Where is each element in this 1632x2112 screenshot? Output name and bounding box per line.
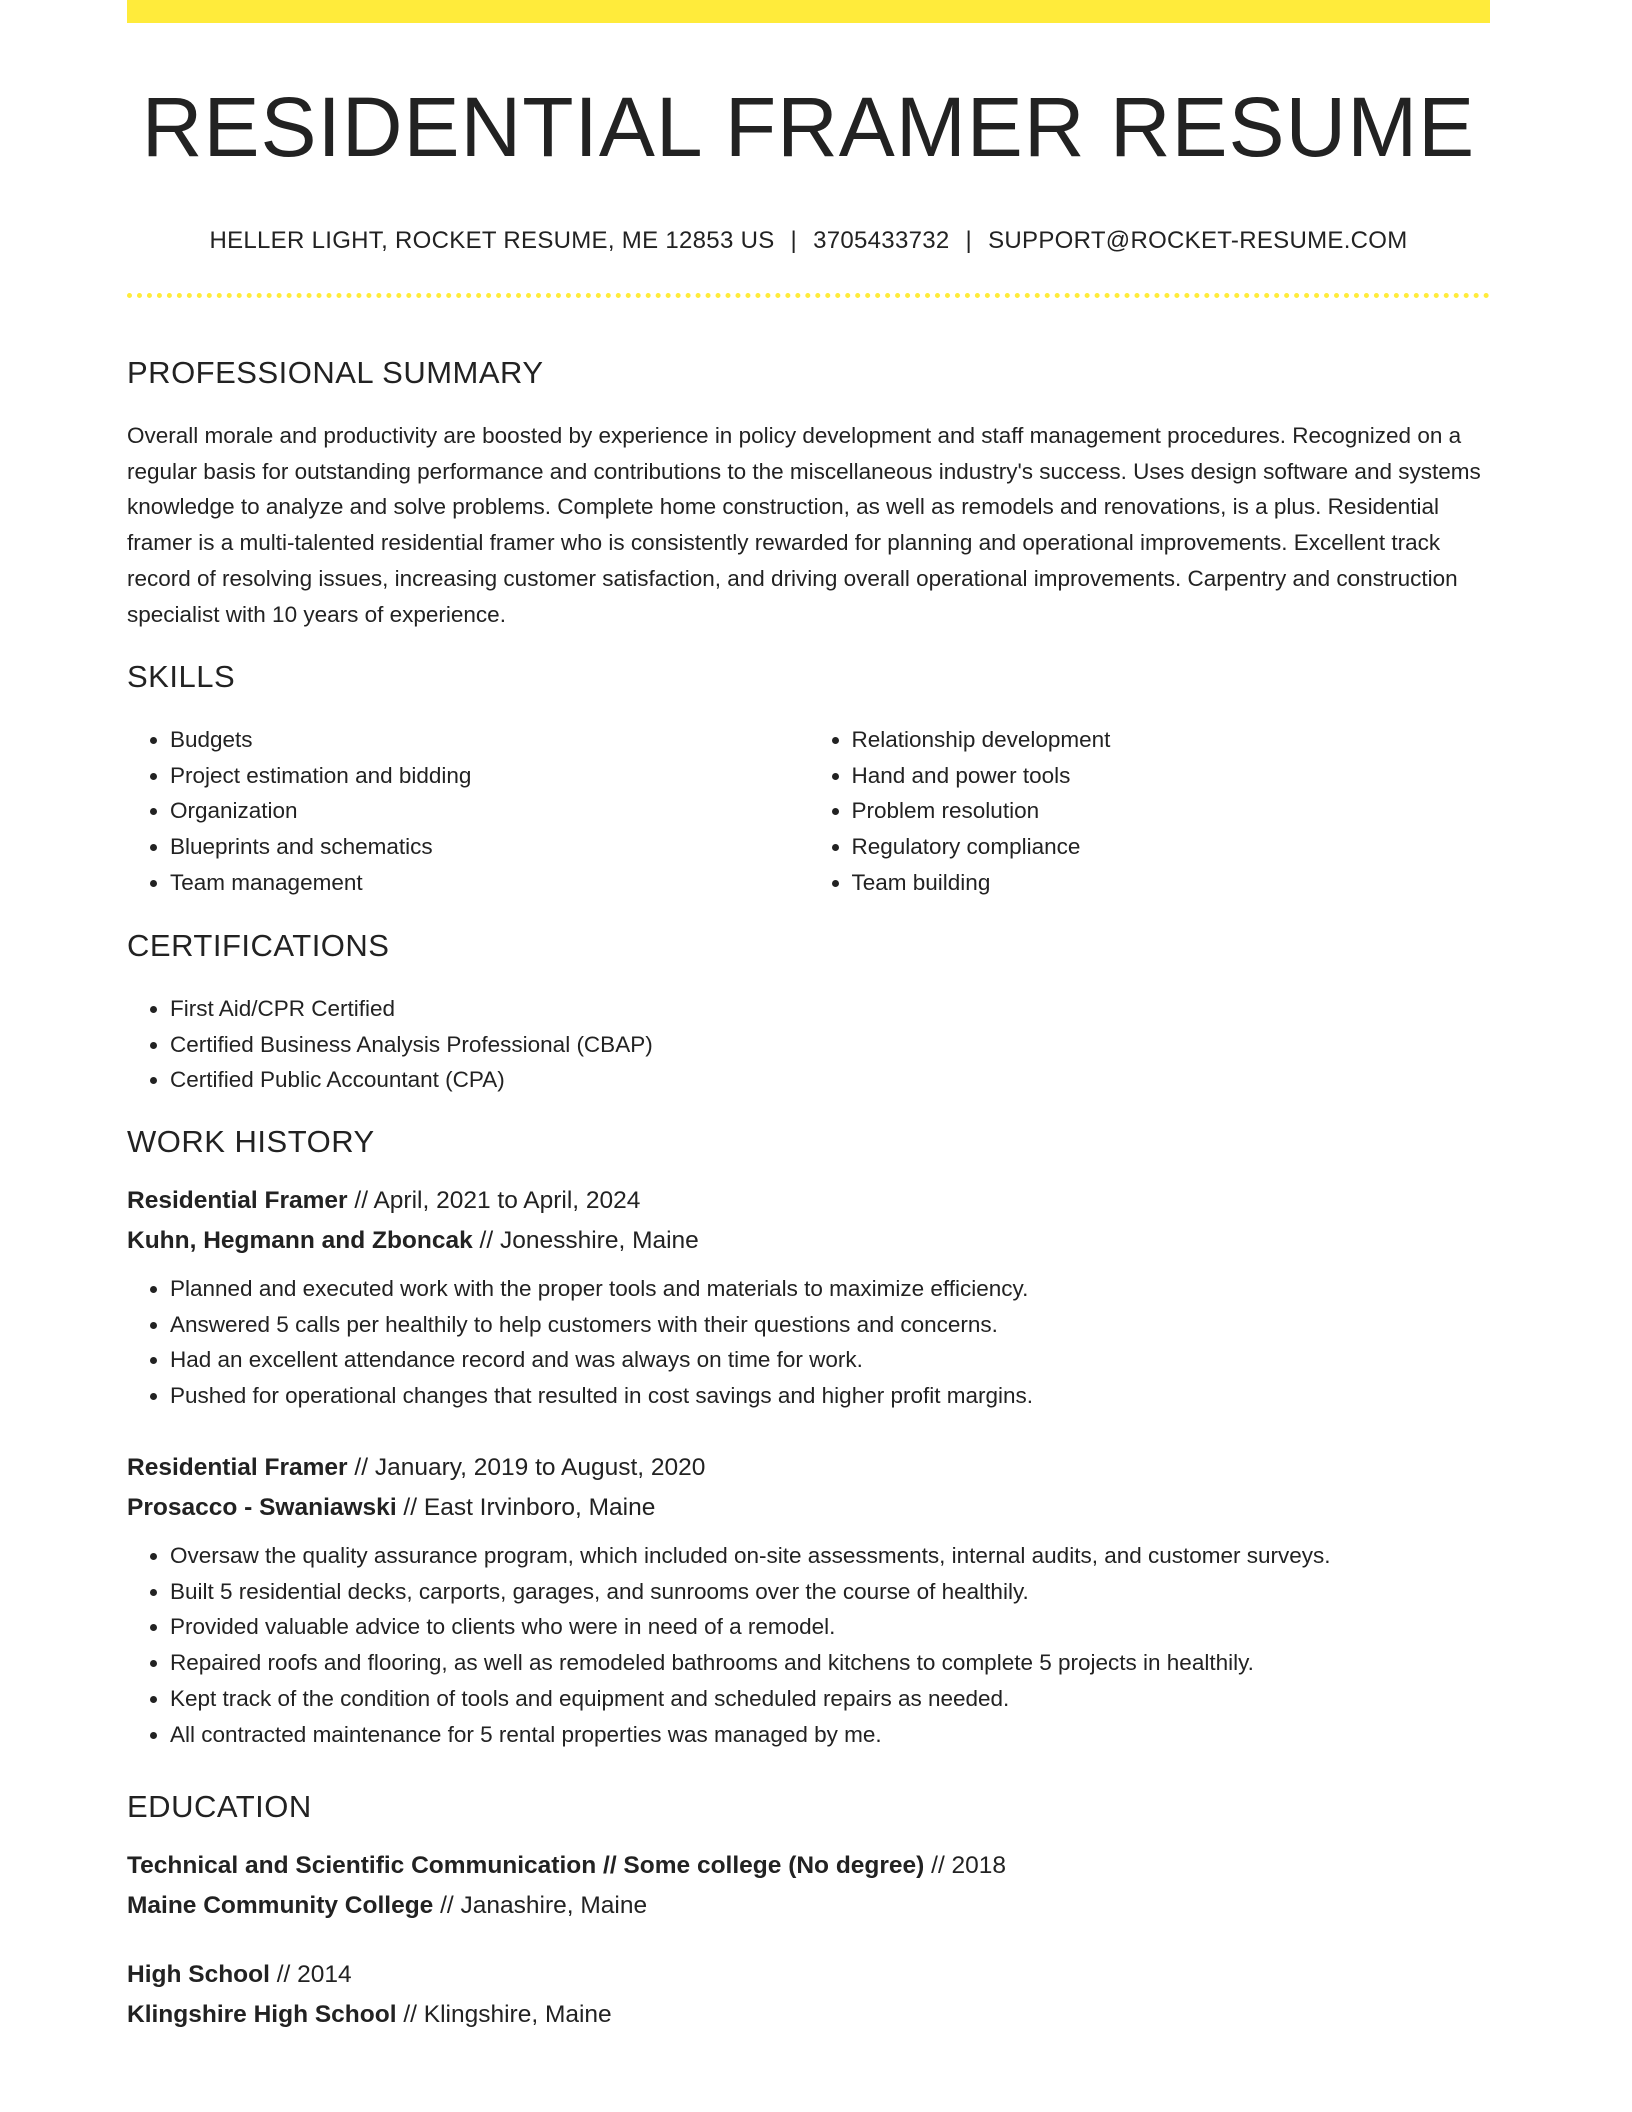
skill-item: • Relationship development (852, 722, 1491, 758)
job-bullets (127, 1538, 1490, 1752)
contact-separator: | (965, 227, 973, 254)
education-year: // 2014 (269, 1961, 352, 1988)
contact-address: HELLER LIGHT, ROCKET RESUME, ME 12853 US (209, 227, 775, 254)
job-title-line (127, 1181, 1490, 1221)
job-location: // Jonesshire, Maine (472, 1227, 699, 1254)
skills-list-left (127, 722, 809, 901)
job-company-line (127, 1488, 1490, 1528)
job-company: Kuhn, Hegmann and Zboncak (127, 1227, 473, 1254)
job-entry (127, 1181, 1490, 1414)
education-entry (127, 1846, 1490, 1926)
job-title: Residential Framer (127, 1187, 348, 1214)
work-history-section (127, 1126, 1490, 1157)
certifications-section (127, 930, 1490, 1098)
job-bullet: • Provided valuable advice to clients who were in need of a remodel. (170, 1609, 1490, 1645)
job-bullet: • Pushed for operational changes that resulted in cost savings and higher profit margins. (170, 1378, 1490, 1414)
skill-item: • Budgets (170, 722, 809, 758)
education-degree-line (127, 1846, 1490, 1886)
education-location: // Klingshire, Maine (396, 2001, 612, 2028)
job-bullet: • Built 5 residential decks, carports, garages, and sunrooms over the course of healthily. (170, 1574, 1490, 1610)
job-bullet: • Repaired roofs and flooring, as well as remodeled bathrooms and kitchens to complete 5 projects in healthily. (170, 1645, 1490, 1681)
certification-item: • Certified Public Accountant (CPA) (170, 1062, 1490, 1098)
skill-item: • Blueprints and schematics (170, 829, 809, 865)
education-year: // 2018 (924, 1852, 1007, 1879)
certifications-list (127, 991, 1490, 1098)
resume-page (127, 0, 1490, 2028)
accent-top-bar (127, 0, 1490, 23)
certification-item: • Certified Business Analysis Professional (CBAP) (170, 1027, 1490, 1063)
job-location: // East Irvinboro, Maine (396, 1494, 656, 1521)
skills-columns (127, 722, 1490, 901)
job-bullet: • Answered 5 calls per healthily to help customers with their questions and concerns. (170, 1307, 1490, 1343)
skill-item: • Organization (170, 793, 809, 829)
job-company-line (127, 1221, 1490, 1261)
job-dates: // April, 2021 to April, 2024 (347, 1187, 641, 1214)
skill-item: • Team building (852, 865, 1491, 901)
dotted-divider (127, 293, 1490, 298)
job-bullet: • Planned and executed work with the proper tools and materials to maximize efficiency. (170, 1271, 1490, 1307)
certification-item: • First Aid/CPR Certified (170, 991, 1490, 1027)
job-title-line (127, 1448, 1490, 1488)
summary-heading: PROFESSIONAL SUMMARY (127, 355, 544, 390)
skill-item: • Problem resolution (852, 793, 1491, 829)
summary-section (127, 357, 1490, 632)
job-bullet: • All contracted maintenance for 5 rental properties was managed by me. (170, 1717, 1490, 1753)
certifications-heading: CERTIFICATIONS (127, 928, 390, 963)
job-company: Prosacco - Swaniawski (127, 1494, 397, 1521)
education-degree-line (127, 1955, 1490, 1995)
summary-text: Overall morale and productivity are boosted by experience in policy development and staff management procedures. Recognized on a regular basis for outstanding performance and contributions to the miscellaneous industry's success. Uses design software and systems knowledge to analyze and solve problems. Complete home construction, as well as remodels and renovations, is a plus. Residential framer is a multi-talented residential framer who is consistently rewarded for planning and operational improvements. Excellent track record of resolving issues, increasing customer satisfaction, and driving overall operational improvements. Carpentry and construction specialist with 10 years of experience. (127, 423, 1481, 627)
job-title: Residential Framer (127, 1454, 348, 1481)
job-bullet: • Oversaw the quality assurance program, which included on-site assessments, internal audits, and customer surveys. (170, 1538, 1490, 1574)
resume-title: RESIDENTIAL FRAMER RESUME (141, 80, 1476, 174)
contact-phone: 3705433732 (813, 227, 950, 254)
contact-separator: | (790, 227, 798, 254)
job-bullet: • Kept track of the condition of tools and equipment and scheduled repairs as needed. (170, 1681, 1490, 1717)
education-degree: High School (127, 1961, 270, 1988)
skills-section (127, 661, 1490, 901)
contact-line (127, 229, 1490, 253)
job-dates: // January, 2019 to August, 2020 (347, 1454, 706, 1481)
education-school-line (127, 1886, 1490, 1926)
job-bullet: • Had an excellent attendance record and was always on time for work. (170, 1342, 1490, 1378)
work-history-heading: WORK HISTORY (127, 1124, 375, 1159)
skills-heading: SKILLS (127, 659, 236, 694)
education-school-line (127, 1995, 1490, 2035)
job-bullets (127, 1271, 1490, 1414)
skill-item: • Team management (170, 865, 809, 901)
job-entry (127, 1448, 1490, 1752)
skills-list-right (809, 722, 1491, 901)
education-entry (127, 1955, 1490, 2035)
education-heading: EDUCATION (127, 1789, 312, 1824)
skill-item: • Regulatory compliance (852, 829, 1491, 865)
education-location: // Janashire, Maine (433, 1892, 648, 1919)
education-school: Maine Community College (127, 1892, 434, 1919)
skill-item: • Project estimation and bidding (170, 758, 809, 794)
education-degree: Technical and Scientific Communication // Some college (No degree) (127, 1852, 925, 1879)
education-section (127, 1791, 1490, 1822)
contact-email: SUPPORT@ROCKET-RESUME.COM (988, 227, 1408, 254)
education-school: Klingshire High School (127, 2001, 397, 2028)
skill-item: • Hand and power tools (852, 758, 1491, 794)
